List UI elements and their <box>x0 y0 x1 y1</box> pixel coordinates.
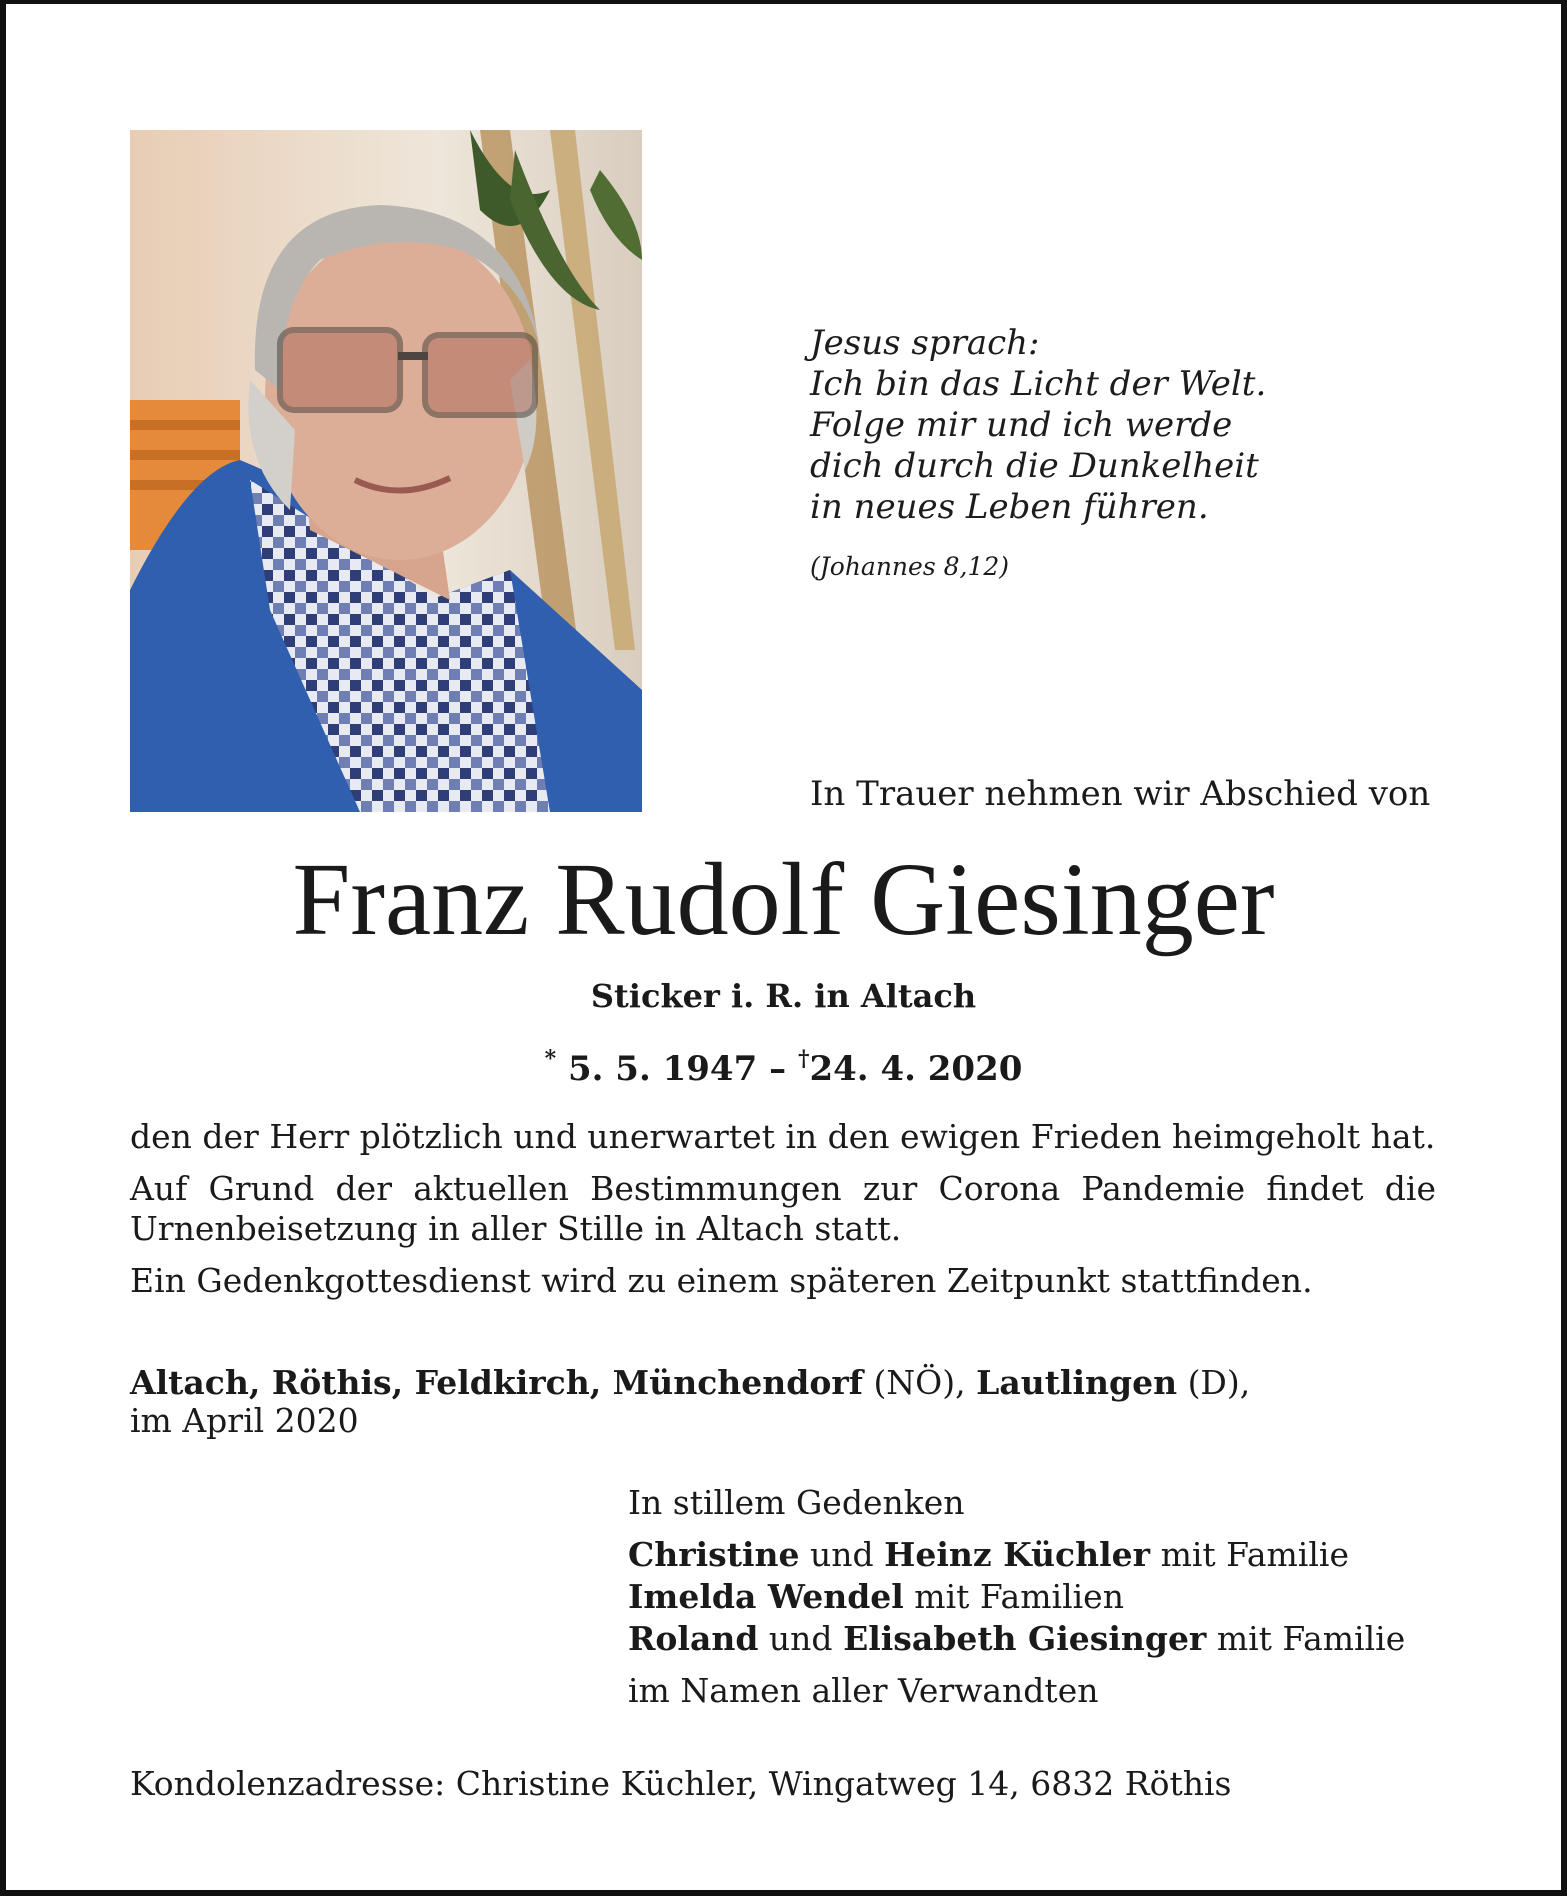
deceased-occupation: Sticker i. R. in Altach <box>590 977 977 1015</box>
bible-verse <box>810 323 1410 582</box>
mourner-name: Imelda Wendel <box>628 1577 904 1616</box>
verse-line: in neues Leben führen. <box>810 487 1209 527</box>
mourners-heading: In stillem Gedenken <box>628 1483 965 1522</box>
mourner-row <box>628 1534 1528 1576</box>
mourner-suffix: mit Familien <box>914 1577 1124 1616</box>
birth-symbol: * <box>544 1046 557 1072</box>
verse-line: Ich bin das Licht der Welt. <box>810 364 1267 404</box>
places-line <box>130 1364 1436 1402</box>
places-region: (D), <box>1187 1363 1251 1402</box>
birth-date: 5. 5. 1947 <box>567 1049 758 1089</box>
mourner-suffix: mit Familie <box>1216 1619 1406 1658</box>
life-dates <box>0 1037 1567 1091</box>
mourners-footer: im Namen aller Verwandten <box>628 1671 1099 1710</box>
mourner-name: Roland <box>628 1619 759 1658</box>
mourner-name: Heinz Küchler <box>884 1535 1151 1574</box>
announcement-body <box>130 1117 1436 1313</box>
death-date: 24. 4. 2020 <box>809 1049 1023 1089</box>
body-paragraph: Auf Grund der aktuellen Bestimmungen zur Corona Pandemie findet die Urnenbeisetzung in aller Stille in Altach statt. <box>130 1169 1436 1248</box>
mourner-row <box>628 1576 1528 1618</box>
body-paragraph: den der Herr plötzlich und unerwartet in den ewigen Frieden heimgeholt hat. <box>130 1117 1436 1156</box>
condolence-address: Kondolenzadresse: Christine Küchler, Wingatweg 14, 6832 Röthis <box>130 1764 1232 1803</box>
mourner-suffix: mit Familie <box>1160 1535 1349 1574</box>
portrait-illustration <box>130 130 642 812</box>
verse-line: Folge mir und ich werde <box>810 405 1233 445</box>
mourner-name: Christine <box>628 1535 800 1574</box>
places-date: im April 2020 <box>130 1401 359 1440</box>
body-paragraph: Ein Gedenkgottesdienst wird zu einem späteren Zeitpunkt stattfinden. <box>130 1261 1313 1300</box>
verse-line: dich durch die Dunkelheit <box>810 446 1259 486</box>
portrait-photo <box>130 130 642 812</box>
date-separator: – <box>769 1049 787 1089</box>
mourner-row <box>628 1618 1528 1660</box>
death-symbol: † <box>797 1046 810 1072</box>
deceased-name: Franz Rudolf Giesinger <box>292 842 1275 957</box>
places-main: Altach, Röthis, Feldkirch, Münchendorf <box>130 1363 863 1402</box>
verse-line: Jesus sprach: <box>810 323 1040 363</box>
verse-reference: (Johannes 8,12) <box>810 552 1010 581</box>
mourners-block <box>628 1482 1528 1712</box>
places-and-date <box>130 1364 1436 1440</box>
places-city: Lautlingen <box>976 1363 1178 1402</box>
mourner-name: Elisabeth Giesinger <box>843 1619 1207 1658</box>
farewell-intro: In Trauer nehmen wir Abschied von <box>810 774 1431 814</box>
mourner-conjunction: und <box>768 1619 833 1658</box>
places-region: (NÖ), <box>873 1363 966 1402</box>
mourner-conjunction: und <box>810 1535 874 1574</box>
